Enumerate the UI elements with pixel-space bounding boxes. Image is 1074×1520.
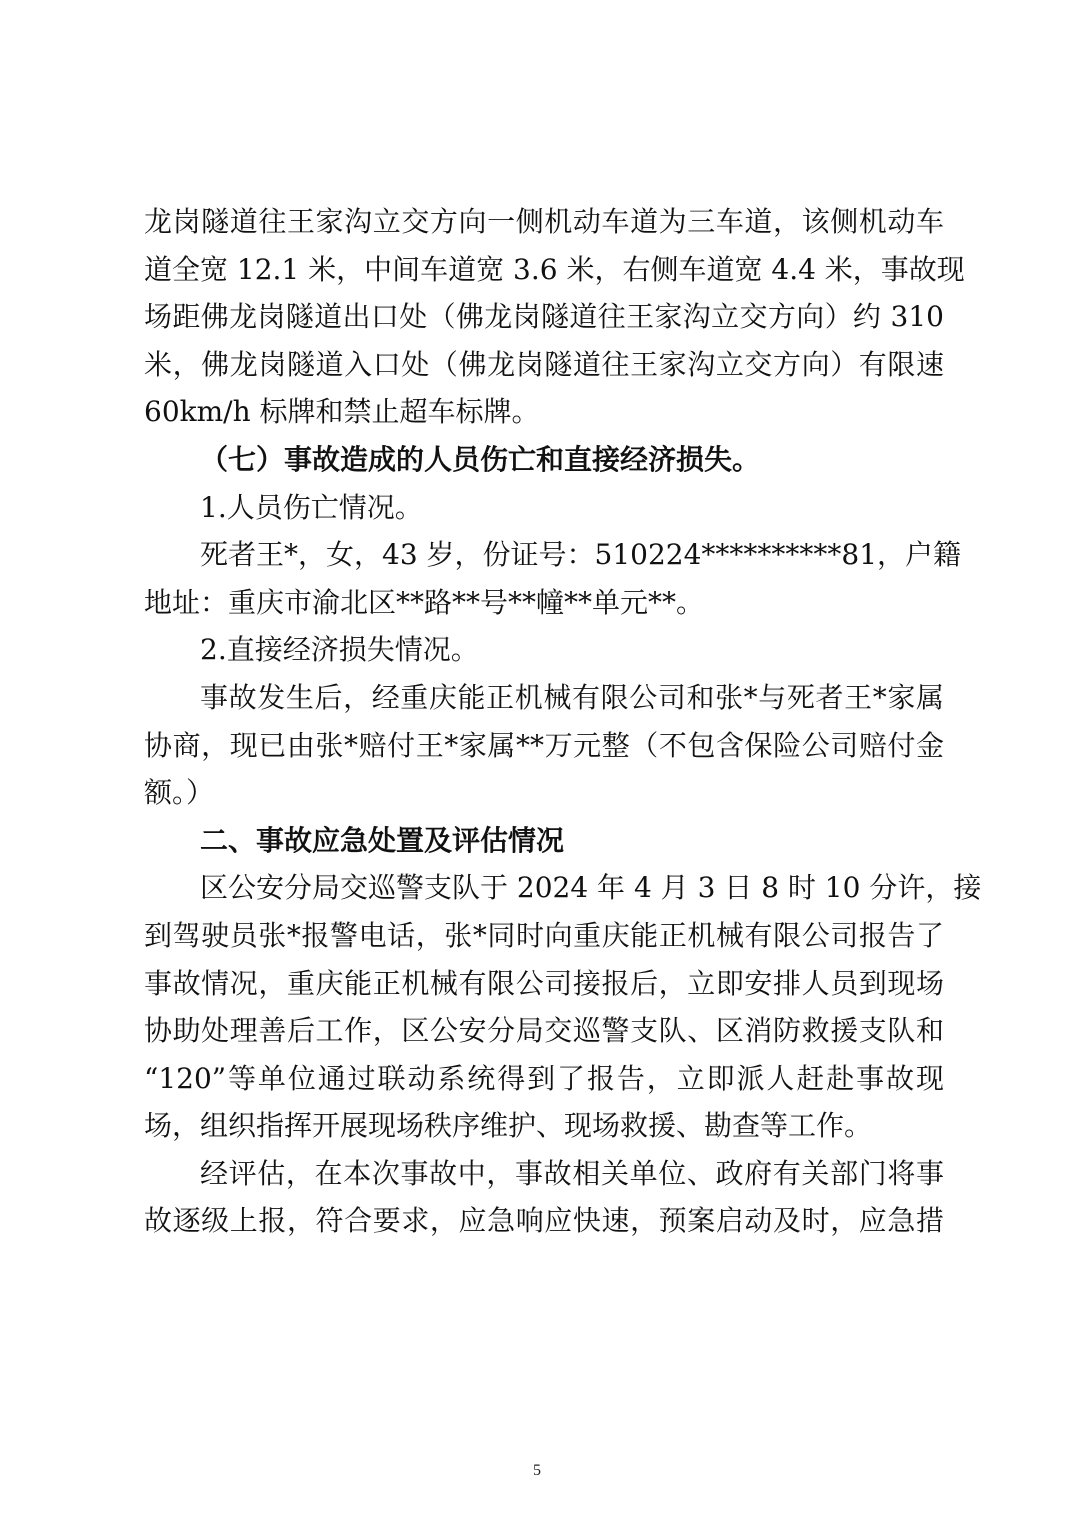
section-heading: （七）事故造成的人员伤亡和直接经济损失。 bbox=[200, 442, 761, 476]
paragraph-line: 协助处理善后工作，区公安分局交巡警支队、区消防救援支队和 bbox=[144, 1014, 944, 1048]
paragraph-line: “120”等单位通过联动系统得到了报告，立即派人赶赴事故现 bbox=[144, 1061, 944, 1095]
paragraph-line: 额。） bbox=[144, 776, 215, 810]
paragraph-line: 龙岗隧道往王家沟立交方向一侧机动车道为三车道，该侧机动车 bbox=[144, 205, 944, 238]
page-number: 5 bbox=[533, 1462, 541, 1479]
paragraph-line: 经评估，在本次事故中，事故相关单位、政府有关部门将事 bbox=[200, 1156, 944, 1190]
paragraph-line: 场，组织指挥开展现场秩序维护、现场救援、勘查等工作。 bbox=[144, 1109, 873, 1143]
paragraph-line: 场距佛龙岗隧道出口处（佛龙岗隧道往王家沟立交方向）约 310 bbox=[144, 300, 944, 334]
paragraph-line: 事故发生后，经重庆能正机械有限公司和张*与死者王*家属 bbox=[200, 680, 944, 714]
paragraph-line: 米，佛龙岗隧道入口处（佛龙岗隧道往王家沟立交方向）有限速 bbox=[144, 347, 944, 381]
paragraph-line: 到驾驶员张*报警电话，张*同时向重庆能正机械有限公司报告了 bbox=[144, 918, 944, 952]
paragraph-line: 60km/h 标牌和禁止超车标牌。 bbox=[144, 395, 540, 429]
paragraph-line: 死者王*，女，43 岁，份证号：510224**********81，户籍 bbox=[200, 538, 962, 572]
paragraph-line: 事故情况，重庆能正机械有限公司接报后，立即安排人员到现场 bbox=[144, 966, 944, 1000]
paragraph-line: 道全宽 12.1 米，中间车道宽 3.6 米，右侧车道宽 4.4 米，事故现 bbox=[144, 252, 965, 286]
paragraph-line: 区公安分局交巡警支队于 2024 年 4 月 3 日 8 时 10 分许，接 bbox=[200, 871, 982, 905]
body-text bbox=[144, 198, 982, 1245]
paragraph-line: 协商，现已由张*赔付王*家属**万元整（不包含保险公司赔付金 bbox=[144, 728, 944, 762]
subsection-heading: 2.直接经济损失情况。 bbox=[200, 633, 479, 667]
paragraph-line: 故逐级上报，符合要求，应急响应快速，预案启动及时，应急措 bbox=[144, 1204, 944, 1238]
paragraph-line: 地址：重庆市渝北区**路**号**幢**单元**。 bbox=[144, 585, 705, 619]
subsection-heading: 1.人员伤亡情况。 bbox=[200, 490, 423, 524]
chapter-heading: 二、事故应急处置及评估情况 bbox=[200, 823, 565, 857]
